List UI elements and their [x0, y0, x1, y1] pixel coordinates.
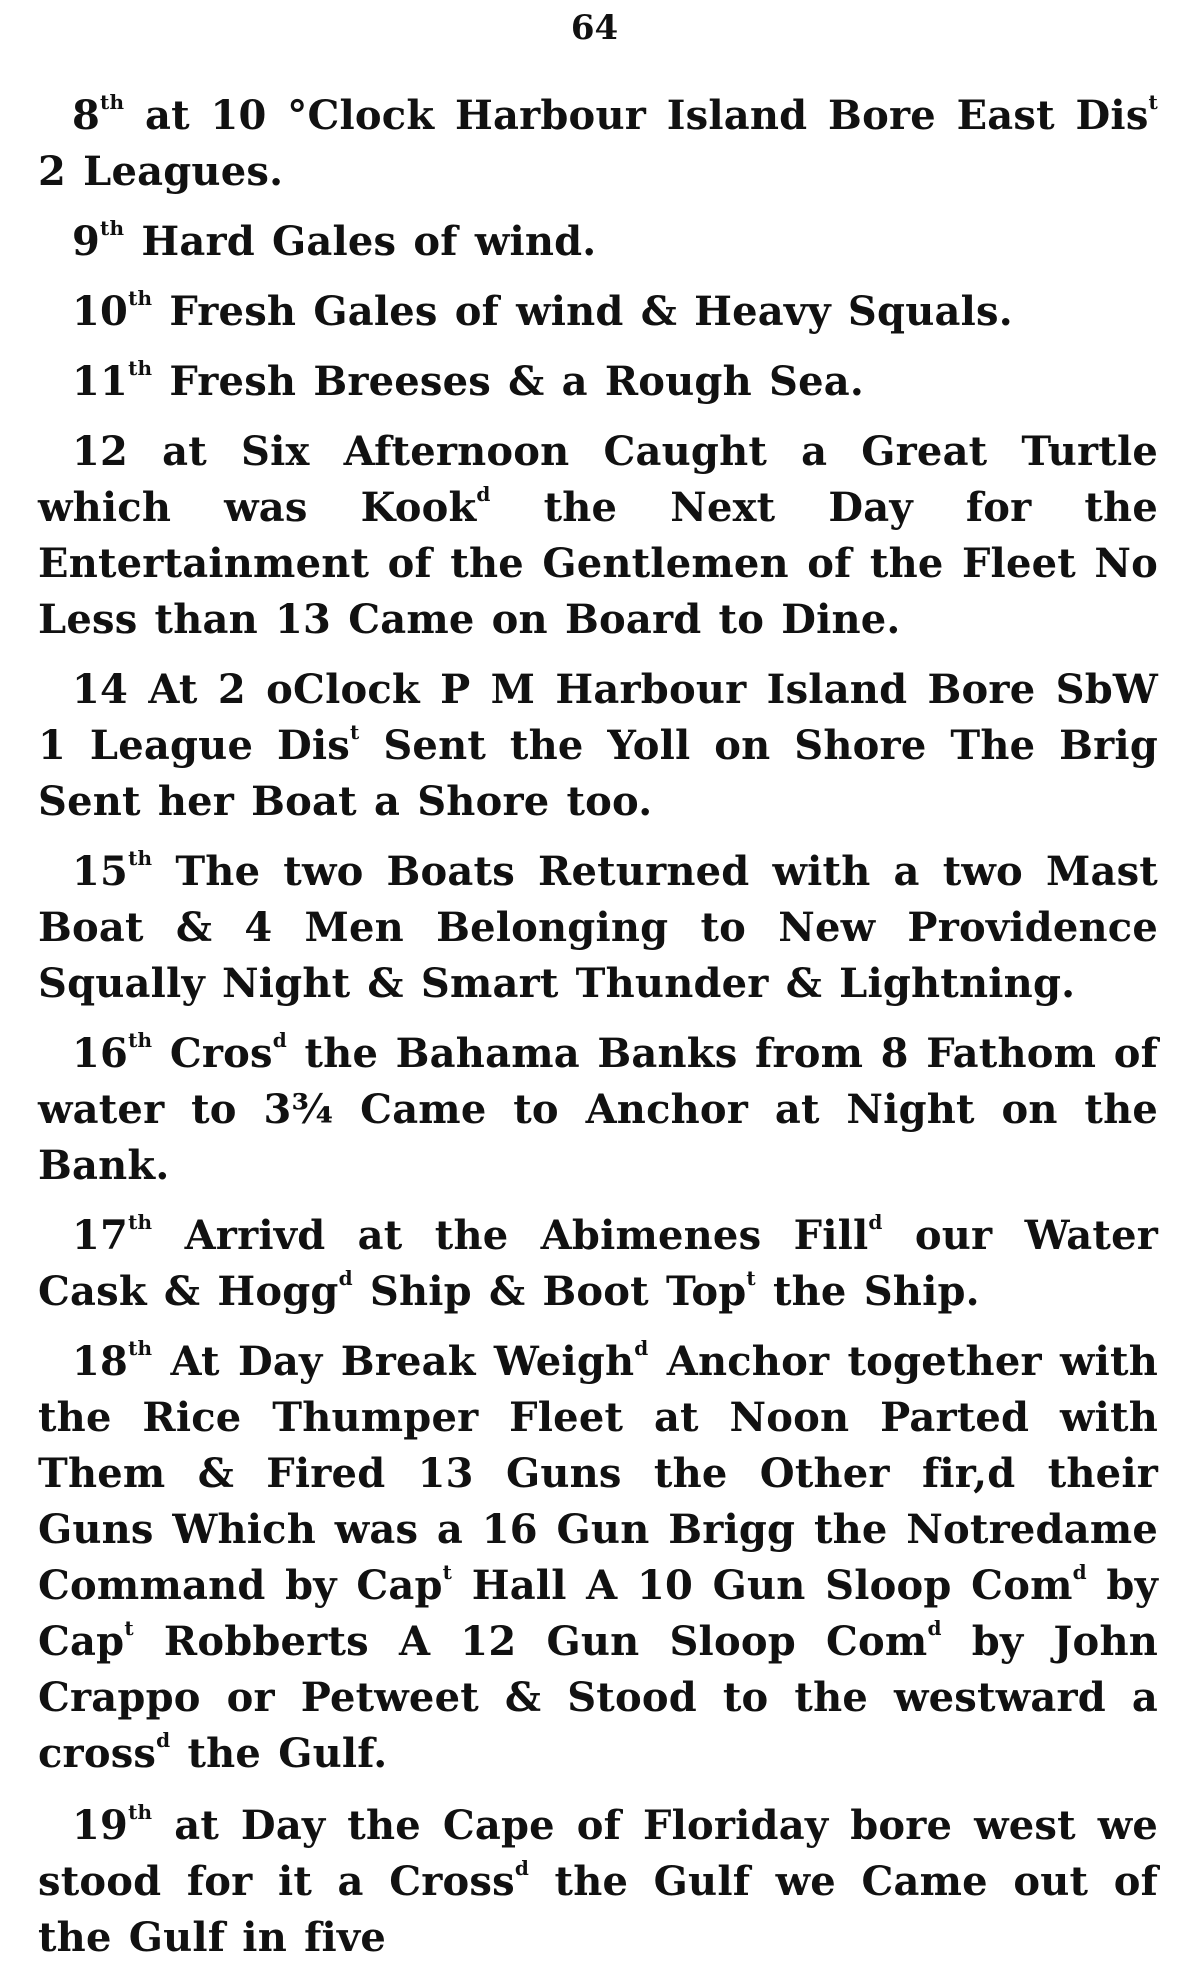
- entry-day: 11: [72, 358, 129, 405]
- entry-text-cont: the Gulf we Came out of the Gulf in five: [38, 1858, 1158, 1961]
- abbrev-suffix: d: [868, 1209, 883, 1234]
- entry-day: 9: [72, 218, 101, 265]
- entry-day: 14: [72, 666, 129, 713]
- entry-text-cont: by Cap: [38, 1562, 1159, 1665]
- entry-text-cont: the Gulf.: [170, 1730, 388, 1777]
- entry-text-cont: Ship & Boot Top: [352, 1268, 747, 1315]
- entry-text: At 2 oClock P M Harbour Island Bore SbW 1 League Dis: [38, 666, 1158, 769]
- entry-text: The two Boats Returned with a two Mast Boat & 4 Men Belonging to New Providence Squally Night & Smart Thunder & Lightning.: [38, 848, 1158, 1007]
- entry-text: at 10 °Clock Harbour Island Bore East Dis: [124, 92, 1149, 139]
- entry-text: at Six Afternoon Caught a Great Turtle which was Kook: [38, 428, 1158, 531]
- entry-day: 19: [72, 1802, 129, 1849]
- ordinal-suffix: th: [128, 285, 153, 310]
- entry-day: 17: [72, 1212, 129, 1259]
- abbrev-suffix: d: [156, 1727, 171, 1752]
- entry-16th: [38, 1026, 1158, 1194]
- entry-text-cont: 2 Leagues.: [38, 148, 284, 195]
- abbrev-suffix: d: [514, 1855, 530, 1880]
- entry-day: 15: [72, 848, 129, 895]
- entry-text-cont: Robberts A 12 Gun Sloop Com: [133, 1618, 928, 1665]
- entry-17th: [38, 1208, 1158, 1320]
- entry-day: 18: [72, 1338, 129, 1385]
- entry-text: Fresh Breeses & a Rough Sea.: [152, 358, 864, 405]
- entry-day: 8: [72, 92, 101, 139]
- ordinal-suffix: th: [128, 1027, 153, 1052]
- entry-text: Fresh Gales of wind & Heavy Squals.: [152, 288, 1013, 335]
- abbrev-suffix: t: [350, 719, 360, 744]
- entry-19th: [38, 1798, 1158, 1966]
- entry-text-cont: our Water Cask & Hogg: [38, 1212, 1158, 1315]
- entry-9th: [38, 214, 1158, 270]
- abbrev-suffix: t: [1148, 89, 1158, 114]
- entry-text-cont: the Bahama Banks from 8 Fathom of water to 3¾ Came to Anchor at Night on the Bank.: [38, 1030, 1158, 1189]
- abbrev-suffix: d: [338, 1265, 353, 1290]
- entry-text: Hard Gales of wind.: [124, 218, 597, 265]
- ordinal-suffix: th: [100, 89, 125, 114]
- abbrev-suffix: d: [272, 1027, 287, 1052]
- abbrev-suffix: d: [634, 1335, 649, 1360]
- entry-15th: [38, 844, 1158, 1012]
- ordinal-suffix: th: [128, 845, 153, 870]
- ordinal-suffix: th: [128, 1799, 153, 1824]
- entry-text-cont: Anchor together with the Rice Thumper Fleet at Noon Parted with Them & Fired 13 Guns the Other fir,d their Guns Which was a 16 Gun Brigg the Notredame Command by Cap: [38, 1338, 1158, 1609]
- ordinal-suffix: th: [128, 1335, 153, 1360]
- entry-10th: [38, 284, 1158, 340]
- entry-14: [38, 662, 1158, 830]
- entry-text-cont: by John Crappo or Petweet & Stood to the westward a cross: [38, 1618, 1159, 1777]
- entry-18th: [38, 1334, 1158, 1782]
- abbrev-suffix: d: [927, 1615, 942, 1640]
- entry-12: [38, 424, 1158, 648]
- entry-day: 12: [72, 428, 129, 475]
- entry-11th: [38, 354, 1158, 410]
- entry-text-cont: the Next Day for the Entertainment of the Gentlemen of the Fleet No Less than 13 Came on Board to Dine.: [38, 484, 1158, 643]
- entry-text-cont: Sent the Yoll on Shore The Brig Sent her Boat a Shore too.: [38, 722, 1158, 825]
- abbrev-suffix: d: [1072, 1559, 1087, 1584]
- entry-text-cont: Hall A 10 Gun Sloop Com: [452, 1562, 1073, 1609]
- entry-text: At Day Break Weigh: [152, 1338, 635, 1385]
- log-entries: [38, 88, 1158, 1980]
- entry-8th: [38, 88, 1158, 200]
- entry-text: at Day the Cape of Floriday bore west we stood for it a Cross: [38, 1802, 1158, 1905]
- abbrev-suffix: t: [746, 1265, 756, 1290]
- ordinal-suffix: th: [128, 1209, 153, 1234]
- abbrev-suffix: t: [442, 1559, 453, 1584]
- entry-day: 10: [72, 288, 129, 335]
- entry-text: Cros: [152, 1030, 273, 1077]
- abbrev-suffix: d: [476, 481, 491, 506]
- abbrev-suffix: t: [124, 1615, 134, 1640]
- page-number: 64: [570, 8, 619, 48]
- ordinal-suffix: th: [128, 355, 153, 380]
- entry-text-cont: the Ship.: [755, 1268, 980, 1315]
- entry-text: Arrivd at the Abimenes Fill: [152, 1212, 869, 1259]
- entry-day: 16: [72, 1030, 129, 1077]
- ordinal-suffix: th: [100, 215, 125, 240]
